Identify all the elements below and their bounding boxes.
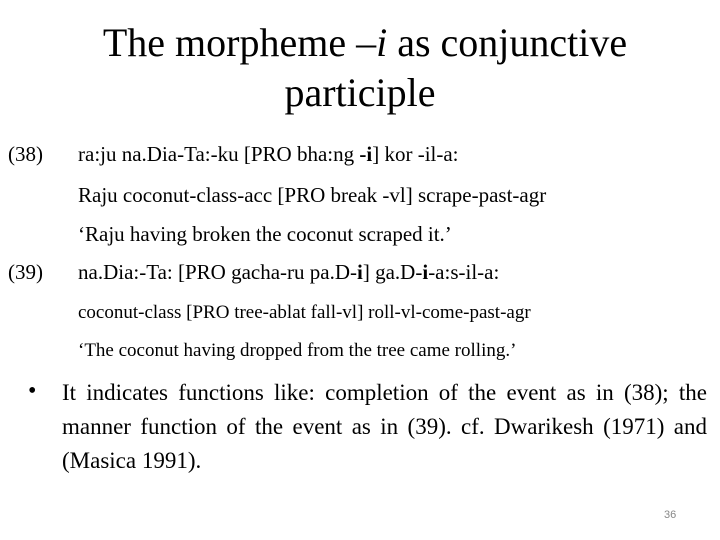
example-39-part-a: na.Dia:-Ta: [PRO gacha-ru pa.D- — [78, 260, 358, 284]
example-38-bold-morpheme: -i — [359, 142, 373, 166]
page-number: 36 — [664, 509, 677, 521]
example-38-line — [78, 142, 459, 167]
example-39-bold-i-1: i — [357, 260, 363, 284]
slide-title — [0, 18, 720, 118]
example-38-line-post: ] kor -il-a: — [372, 142, 459, 166]
example-39-line — [78, 260, 499, 285]
example-39-gloss: coconut-class [PRO tree-ablat fall-vl] roll-vl-come-past-agr — [78, 302, 531, 323]
example-39-part-e: -a:s-il-a: — [428, 260, 500, 284]
example-38-translation: ‘Raju having broken the coconut scraped it.’ — [78, 222, 452, 246]
bullet-icon: • — [28, 378, 37, 404]
example-39-translation: ‘The coconut having dropped from the tree came rolling.’ — [78, 340, 517, 361]
bullet-paragraph: It indicates functions like: completion of the event as in (38); the manner function of the event as in (39). cf. Dwarikesh (1971) and (Masica 1991). — [62, 380, 707, 473]
example-39-bold-i-2: i — [422, 260, 429, 284]
title-line-2: participle — [284, 70, 436, 115]
example-39-number: (39) — [8, 260, 43, 284]
example-38-number: (38) — [8, 142, 43, 166]
example-38-gloss: Raju coconut-class-acc [PRO break -vl] scrape-past-agr — [78, 183, 547, 207]
title-line-1: The morpheme –i as conjunctive — [102, 20, 628, 65]
example-39-part-c: ] ga.D- — [362, 260, 423, 284]
example-38-line-pre: ra:ju na.Dia-Ta:-ku [PRO bha:ng — [78, 142, 360, 166]
